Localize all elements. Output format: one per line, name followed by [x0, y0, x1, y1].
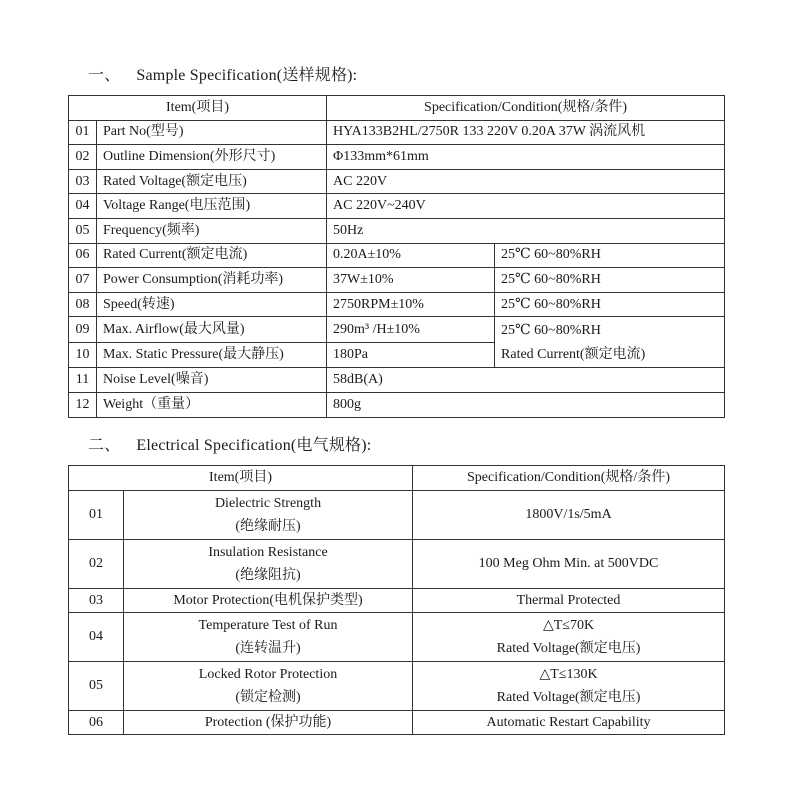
- row-item: Rated Current(额定电流): [97, 243, 327, 268]
- row-item: [124, 613, 413, 662]
- row-number: 11: [69, 368, 97, 393]
- header-spec: Specification/Condition(规格/条件): [413, 466, 725, 491]
- row-value: 50Hz: [327, 218, 725, 243]
- row-value: 290m³ /H±10%: [327, 317, 495, 343]
- row-item: [124, 540, 413, 589]
- item-line: (绝缘耐压): [235, 519, 301, 534]
- table-row: [69, 218, 725, 243]
- value-line: △T≤130K: [539, 667, 598, 682]
- table-header-row: [69, 466, 725, 491]
- header-item: Item(项目): [69, 96, 327, 121]
- row-value: Φ133mm*61mm: [327, 145, 725, 170]
- item-line: Insulation Resistance: [208, 545, 328, 560]
- sample-specification-table: [68, 95, 725, 418]
- row-number: 10: [69, 342, 97, 368]
- row-item: Motor Protection(电机保护类型): [124, 589, 413, 613]
- header-spec: Specification/Condition(规格/条件): [327, 96, 725, 121]
- row-number: 03: [69, 589, 124, 613]
- section-title-sample-specification: [88, 62, 357, 85]
- row-condition: 25℃ 60~80%RH: [495, 268, 725, 293]
- row-condition: 25℃ 60~80%RH: [495, 292, 725, 317]
- row-item: Part No(型号): [97, 120, 327, 145]
- row-condition: 25℃ 60~80%RH: [495, 243, 725, 268]
- row-condition-merged: [495, 317, 725, 368]
- row-item: Outline Dimension(外形尺寸): [97, 145, 327, 170]
- header-item: Item(项目): [69, 466, 413, 491]
- row-item: [124, 662, 413, 711]
- table-row: [69, 292, 725, 317]
- row-value: 1800V/1s/5mA: [413, 491, 725, 540]
- row-number: 02: [69, 145, 97, 170]
- row-item: Noise Level(噪音): [97, 368, 327, 393]
- row-value: AC 220V~240V: [327, 194, 725, 219]
- row-number: 04: [69, 613, 124, 662]
- row-number: 12: [69, 392, 97, 417]
- row-value: Thermal Protected: [413, 589, 725, 613]
- table-row: [69, 613, 725, 662]
- section-title-text: Sample Specification(送样规格):: [136, 67, 358, 84]
- table-row: [69, 194, 725, 219]
- row-item: Protection (保护功能): [124, 711, 413, 735]
- item-line: (连转温升): [235, 641, 301, 656]
- row-item: Frequency(频率): [97, 218, 327, 243]
- row-item: [124, 491, 413, 540]
- condition-line: Rated Current(额定电流): [501, 347, 646, 363]
- row-value: 58dB(A): [327, 368, 725, 393]
- row-value: 800g: [327, 392, 725, 417]
- row-item: Power Consumption(消耗功率): [97, 268, 327, 293]
- row-value: 180Pa: [327, 342, 495, 368]
- item-line: Temperature Test of Run: [198, 618, 338, 633]
- row-number: 02: [69, 540, 124, 589]
- item-line: (绝缘阻抗): [235, 568, 301, 583]
- value-line: Rated Voltage(额定电压): [496, 690, 641, 705]
- row-item: Max. Static Pressure(最大静压): [97, 342, 327, 368]
- row-number: 01: [69, 120, 97, 145]
- electrical-specification-table: [68, 465, 725, 735]
- row-value: [413, 662, 725, 711]
- row-number: 06: [69, 711, 124, 735]
- row-item: Rated Voltage(额定电压): [97, 169, 327, 194]
- row-number: 04: [69, 194, 97, 219]
- row-value: [413, 613, 725, 662]
- section-title-electrical-specification: [88, 432, 371, 455]
- row-number: 05: [69, 662, 124, 711]
- table-row: [69, 317, 725, 343]
- row-item: Weight（重量）: [97, 392, 327, 417]
- table-row: [69, 243, 725, 268]
- row-value: 2750RPM±10%: [327, 292, 495, 317]
- table-row: [69, 589, 725, 613]
- row-number: 06: [69, 243, 97, 268]
- table-row: [69, 540, 725, 589]
- row-item: Speed(转速): [97, 292, 327, 317]
- value-line: △T≤70K: [542, 618, 595, 633]
- row-item: Max. Airflow(最大风量): [97, 317, 327, 343]
- row-value: 0.20A±10%: [327, 243, 495, 268]
- condition-line: 25℃ 60~80%RH: [501, 323, 601, 339]
- row-item: Voltage Range(电压范围): [97, 194, 327, 219]
- row-number: 08: [69, 292, 97, 317]
- item-line: (锁定检测): [235, 690, 301, 705]
- row-number: 03: [69, 169, 97, 194]
- row-value: HYA133B2HL/2750R 133 220V 0.20A 37W 涡流风机: [327, 120, 725, 145]
- table-row: [69, 711, 725, 735]
- table-row: [69, 268, 725, 293]
- table-row: [69, 662, 725, 711]
- row-value: Automatic Restart Capability: [413, 711, 725, 735]
- table-row: [69, 368, 725, 393]
- row-value: 100 Meg Ohm Min. at 500VDC: [413, 540, 725, 589]
- item-line: Dielectric Strength: [214, 496, 322, 511]
- row-number: 07: [69, 268, 97, 293]
- row-number: 05: [69, 218, 97, 243]
- row-number: 09: [69, 317, 97, 343]
- table-row: [69, 145, 725, 170]
- row-number: 01: [69, 491, 124, 540]
- value-line: Rated Voltage(额定电压): [496, 641, 641, 656]
- section-number: 二、: [88, 437, 121, 454]
- table-row: [69, 392, 725, 417]
- item-line: Locked Rotor Protection: [198, 667, 338, 682]
- section-number: 一、: [88, 67, 121, 84]
- table-row: [69, 491, 725, 540]
- table-header-row: [69, 96, 725, 121]
- section-title-text: Electrical Specification(电气规格):: [136, 437, 372, 454]
- row-value: AC 220V: [327, 169, 725, 194]
- table-row: [69, 169, 725, 194]
- row-value: 37W±10%: [327, 268, 495, 293]
- table-row: [69, 120, 725, 145]
